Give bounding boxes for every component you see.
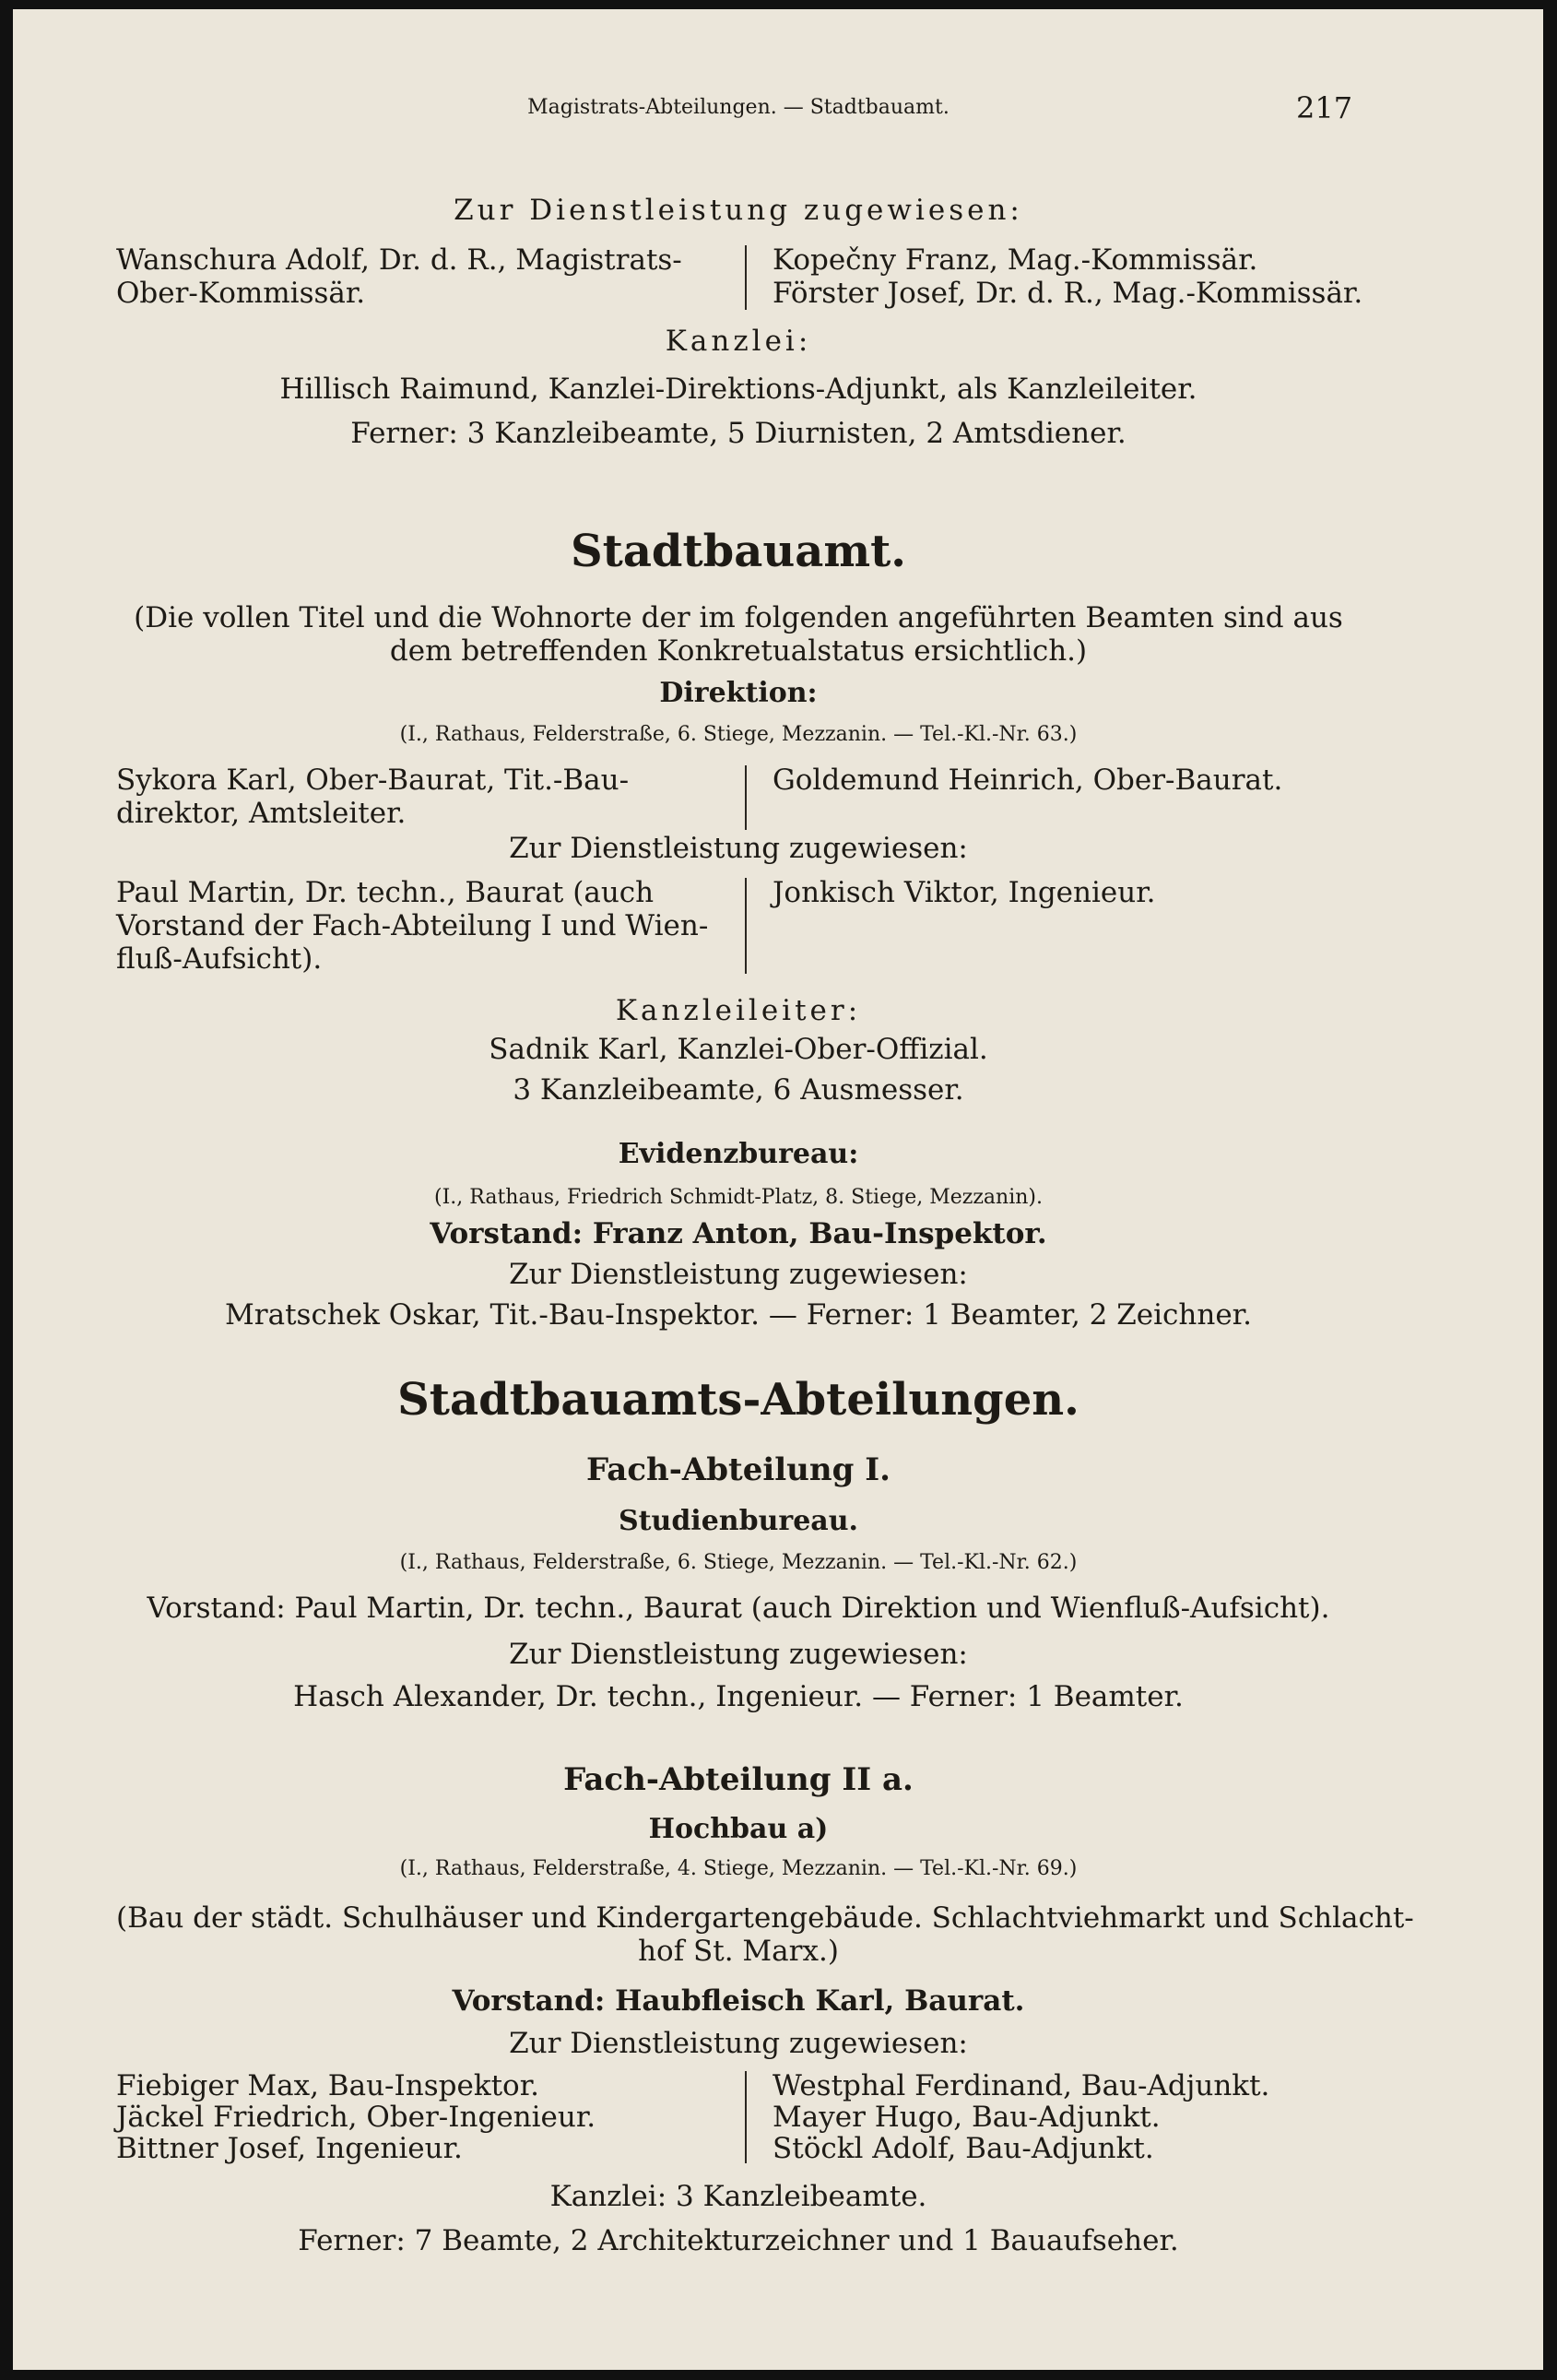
paul-line-2: Vorstand der Fach-Abteilung I und Wien- (116, 909, 709, 942)
fach1-heading: Fach-Abteilung I. (586, 1451, 891, 1488)
assigned-heading-1: Zur Dienstleistung zugewiesen: (454, 194, 1023, 227)
assigned-heading-2: Zur Dienstleistung zugewiesen: (509, 832, 968, 865)
fach2a-scope-line-1: (Bau der städt. Schulhäuser und Kindergartengebäude. Schlachtviehmarkt und Schlacht- (116, 1901, 1414, 1935)
direktion-address: (I., Rathaus, Felderstraße, 6. Stiege, Mezzanin. — Tel.-Kl.-Nr. 63.) (399, 723, 1078, 746)
fach2a-scope-line-2: hof St. Marx.) (638, 1935, 839, 1968)
stadtbauamt-title: Stadtbauamt. (570, 526, 906, 577)
kanzlei-heading-1: Kanzlei: (665, 325, 812, 358)
kanzleileiter-staff: 3 Kanzleibeamte, 6 Ausmesser. (513, 1073, 964, 1107)
mayer-line: Mayer Hugo, Bau-Adjunkt. (773, 2101, 1161, 2134)
hasch-line: Hasch Alexander, Dr. techn., Ingenieur. — Ferner: 1 Beamter. (293, 1680, 1184, 1713)
sykora-line-1: Sykora Karl, Ober-Baurat, Tit.-Bau- (116, 764, 630, 797)
assigned-heading-3: Zur Dienstleistung zugewiesen: (509, 1258, 968, 1291)
wanschura-line-1: Wanschura Adolf, Dr. d. R., Magistrats- (116, 243, 682, 277)
assigned-heading-4: Zur Dienstleistung zugewiesen: (509, 1638, 968, 1671)
fach2a-kanzlei-line: Kanzlei: 3 Kanzleibeamte. (549, 2180, 927, 2213)
mratschek-line: Mratschek Oskar, Tit.-Bau-Inspektor. — Ferner: 1 Beamter, 2 Zeichner. (225, 1298, 1252, 1332)
evidenz-heading: Evidenzbureau: (618, 1138, 859, 1170)
evidenz-address: (I., Rathaus, Friedrich Schmidt-Platz, 8. Stiege, Mezzanin). (434, 1186, 1043, 1209)
fach2a-ferner-line: Ferner: 7 Beamte, 2 Architekturzeichner und 1 Bauaufseher. (298, 2224, 1179, 2257)
paul-line-3: fluß-Aufsicht). (116, 942, 323, 976)
wanschura-line-2: Ober-Kommissär. (116, 277, 366, 310)
fiebiger-line: Fiebiger Max, Bau-Inspektor. (116, 2069, 539, 2102)
stadtbauamt-note-line-1: (Die vollen Titel und die Wohnorte der im folgenden angeführten Beamten sind aus (134, 601, 1343, 634)
sykora-line-2: direktor, Amtsleiter. (116, 797, 407, 830)
bittner-line: Bittner Josef, Ingenieur. (116, 2132, 463, 2165)
column-divider-3 (745, 878, 747, 974)
foerster-line: Förster Josef, Dr. d. R., Mag.-Kommissär. (773, 277, 1363, 310)
jonkisch-line: Jonkisch Viktor, Ingenieur. (773, 876, 1156, 909)
kanzleileiter-heading: Kanzleileiter: (615, 994, 862, 1027)
fach2a-vorstand: Vorstand: Haubfleisch Karl, Baurat. (452, 1984, 1025, 2018)
page-number: 217 (1296, 90, 1353, 125)
paul-line-1: Paul Martin, Dr. techn., Baurat (auch (116, 876, 655, 909)
fach1-vorstand: Vorstand: Paul Martin, Dr. techn., Baurat (auch Direktion und Wienfluß-Aufsicht). (147, 1592, 1330, 1625)
column-divider-4 (745, 2071, 747, 2163)
direktion-heading: Direktion: (659, 677, 818, 709)
document-page (13, 9, 1543, 2370)
column-divider-2 (745, 765, 747, 830)
stoeckl-line: Stöckl Adolf, Bau-Adjunkt. (773, 2132, 1154, 2165)
stadtbauamt-note-line-2: dem betreffenden Konkretualstatus ersichtlich.) (389, 634, 1088, 668)
fach2a-heading: Fach-Abteilung II a. (563, 1761, 914, 1798)
goldemund-line: Goldemund Heinrich, Ober-Baurat. (773, 764, 1283, 797)
column-divider-1 (745, 245, 747, 310)
evidenz-vorstand: Vorstand: Franz Anton, Bau-Inspektor. (430, 1217, 1047, 1250)
running-title: Magistrats-Abteilungen. — Stadtbauamt. (527, 96, 950, 119)
westphal-line: Westphal Ferdinand, Bau-Adjunkt. (773, 2069, 1270, 2102)
sadnik-line: Sadnik Karl, Kanzlei-Ober-Offizial. (489, 1033, 988, 1066)
abteilungen-title: Stadtbauamts-Abteilungen. (397, 1374, 1079, 1426)
fach2a-sub: Hochbau a) (648, 1813, 829, 1845)
assigned-heading-5: Zur Dienstleistung zugewiesen: (509, 2027, 968, 2060)
fach2a-address: (I., Rathaus, Felderstraße, 4. Stiege, Mezzanin. — Tel.-Kl.-Nr. 69.) (399, 1857, 1078, 1880)
fach1-sub: Studienbureau. (619, 1505, 858, 1537)
kanzlei-line-1: Hillisch Raimund, Kanzlei-Direktions-Adjunkt, als Kanzleileiter. (279, 373, 1197, 406)
kopecny-line: Kopečny Franz, Mag.-Kommissär. (773, 243, 1258, 277)
ferner-line-1: Ferner: 3 Kanzleibeamte, 5 Diurnisten, 2 Amtsdiener. (350, 417, 1126, 450)
fach1-address: (I., Rathaus, Felderstraße, 6. Stiege, Mezzanin. — Tel.-Kl.-Nr. 62.) (399, 1551, 1078, 1574)
jaeckel-line: Jäckel Friedrich, Ober-Ingenieur. (116, 2101, 596, 2134)
